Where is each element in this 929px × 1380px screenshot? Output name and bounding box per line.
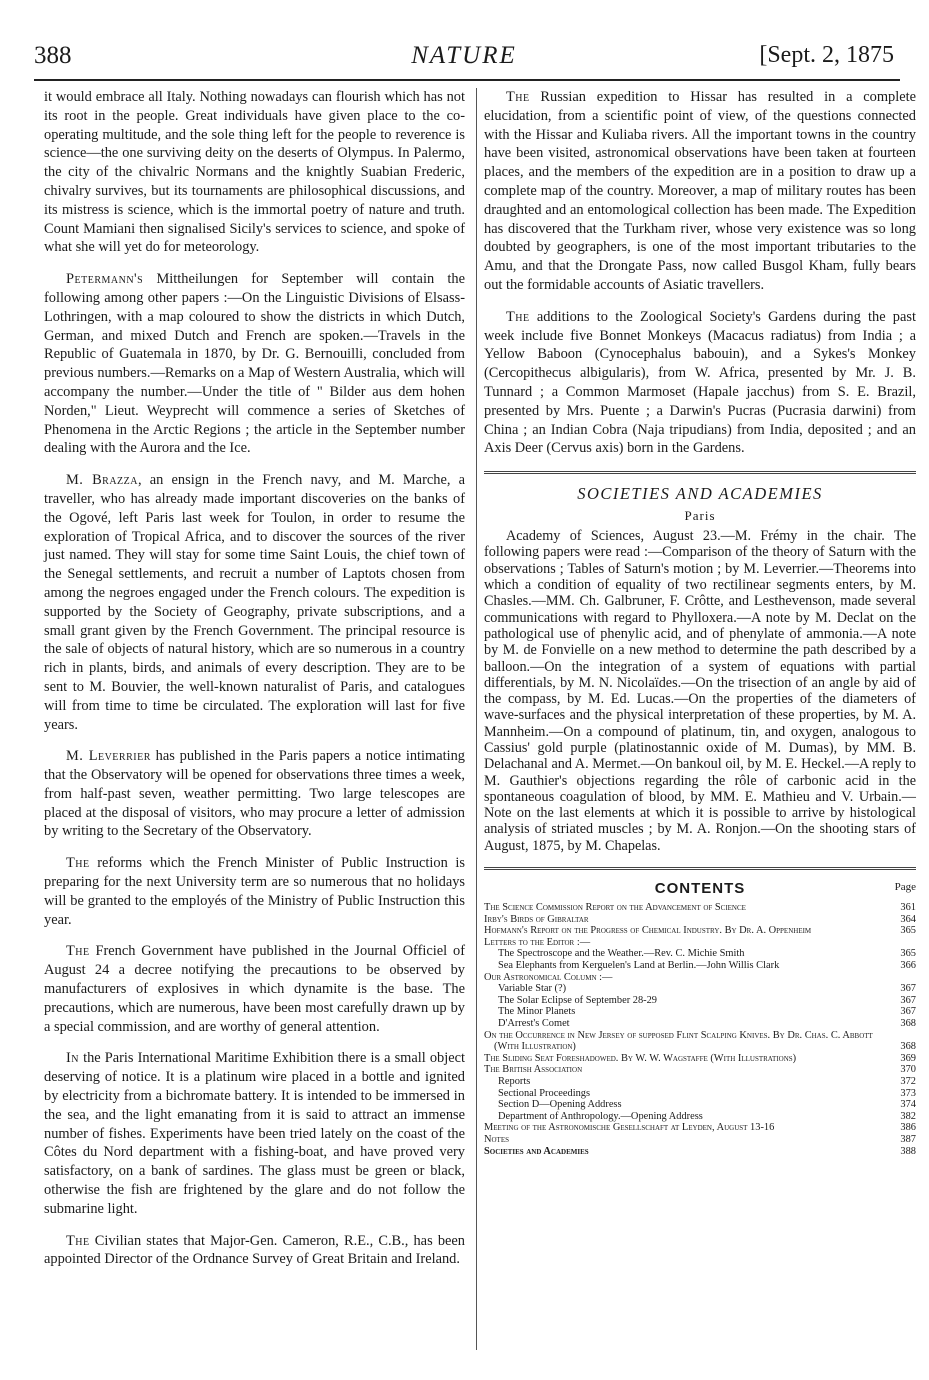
contents-item	[484, 1030, 916, 1053]
column-rule	[476, 88, 477, 1350]
contents-item	[484, 1134, 916, 1146]
paragraph	[44, 471, 465, 734]
contents-item-page: 361	[900, 902, 916, 914]
paragraph-text: reforms which the French Minister of Public Instruction is preparing for the next University term are so numerous that no holidays will be granted to the employés of the Ministry of Public Instruction this year.	[44, 855, 465, 928]
paragraph	[44, 1049, 465, 1218]
contents-item-title: The Minor Planets	[498, 1006, 576, 1018]
paragraph-lead: The	[506, 89, 530, 105]
contents-item-page: 367	[900, 994, 916, 1006]
page-header	[34, 42, 894, 76]
contents-item-page: 388	[900, 1145, 916, 1157]
contents-item-title: Variable Star (?)	[498, 983, 567, 995]
contents-item-title: The British Association	[484, 1064, 583, 1076]
contents-item	[484, 902, 916, 914]
contents-item-title: Our Astronomical Column :—	[484, 971, 613, 983]
contents-item-page: 368	[900, 1041, 916, 1053]
contents-list	[484, 902, 916, 1157]
paragraph	[44, 88, 465, 257]
contents-item	[484, 960, 916, 972]
contents-item-page: 367	[900, 983, 916, 995]
contents-item	[484, 1099, 916, 1111]
contents-item-title: The Spectroscope and the Weather.—Rev. C. Michie Smith	[498, 948, 745, 960]
contents-item-page: 365	[900, 925, 916, 937]
contents-item	[484, 1146, 916, 1158]
contents-item-page: 382	[900, 1110, 916, 1122]
societies-title: SOCIETIES AND ACADEMIES	[577, 484, 823, 504]
paragraph-lead: The	[66, 943, 90, 960]
contents-item	[484, 1053, 916, 1065]
contents-item-title: Department of Anthropology.—Opening Address	[498, 1110, 703, 1122]
paragraph-lead: M. Brazza	[66, 472, 138, 489]
societies-city: Paris	[684, 508, 716, 524]
right-column	[484, 88, 916, 1157]
section-divider	[484, 471, 916, 474]
paragraph	[484, 88, 916, 295]
paragraph-lead: The	[66, 1232, 90, 1249]
paragraph-lead: Petermann's	[66, 271, 144, 288]
contents-item-title: On the Occurrence in New Jersey of supposed Flint Scalping Knives. By Dr. Chas. C. Abbott (With Illustration)	[484, 1029, 873, 1053]
contents-item	[484, 1076, 916, 1088]
contents-item	[484, 1111, 916, 1123]
contents-item-page: 367	[900, 1006, 916, 1018]
contents-item-page: 366	[900, 960, 916, 972]
contents-header	[484, 880, 916, 900]
contents-item	[484, 995, 916, 1007]
paragraph-text: additions to the Zoological Society's Gardens during the past week include five Bonnet Monkeys (Macacus radiatus) from India ; a Yellow Baboon (Cynocephalus babouin), and a Sykes's Monkey (Cercopithecus albigularis), from W. Africa, presented by Mr. J. B. Tunnard ; a Common Marmoset (Hapale jacchus) from S. E. Brazil, presented by Mrs. Puente ; a Darwin's Pucras (Pucrasia darwini) from China ; an Indian Cobra (Naja tripudians) from India, deposited ; and an Axis Deer (Cervus axis) born in the Gardens.	[484, 308, 916, 457]
contents-item-title: Irby's Birds of Gibraltar	[484, 913, 589, 925]
contents-item-page: 387	[900, 1133, 916, 1145]
paragraph-text: it would embrace all Italy. Nothing nowadays can flourish which has not its root in the people. Great individuals have given place to the co-operating multitude, and the sole thing left for the people to reverence is science—the one surviving deity on the deserts of Olympus. In Palermo, the city of the chivalric Normans and the knightly Suabian Frederic, chivalry survives, but its tournaments are philosophical discussions, and its mistress is science, which is the immortal poetry of nature and truth. Count Mamiani then signalised Sicily's services to science, and spoke of what she will yet do for meteorology.	[44, 89, 465, 256]
contents-item-title: Section D—Opening Address	[498, 1099, 622, 1111]
contents-item	[484, 1018, 916, 1030]
contents-item-page: 370	[900, 1064, 916, 1076]
contents-title: CONTENTS	[654, 880, 746, 898]
paragraph-text: Mittheilungen for September will contain the following among other papers :—On the Linguistic Divisions of Elsass-Lothringen, with a map coloured to show the districts in which Dutch, German, and mixed Dutch and French are spoken.—Travels in the Republic of Guatemala in 1870, by Dr. G. Bernouilli, concluded from previous numbers.—Remarks on a Map of Western Australia, which will accompany the number.—Under the title of " Bilder aus dem hohen Norden," Lieut. Weyprecht will commence a series of Sketches of Phenomena in the Arctic Regions ; the article in the September number dealing with the Aurora and the Ice.	[44, 271, 465, 457]
paragraph-text: French Government have published in the Journal Officiel of August 24 a decree notifying the precautions to be observed by manufacturers of explosives in which dynamite is the base. The precautions, which are numerous, have been most carefully drawn up by a special commission, and are worthy of general attention.	[44, 943, 465, 1035]
contents-item	[484, 972, 916, 984]
contents-item-title: Societies and Academies	[484, 1145, 589, 1157]
contents-item-title: Sea Elephants from Kerguelen's Land at Berlin.—John Willis Clark	[498, 960, 780, 972]
contents-item	[484, 983, 916, 995]
page-number: 388	[34, 42, 72, 69]
contents-divider	[484, 867, 916, 870]
contents-item	[484, 1122, 916, 1134]
contents-item	[484, 948, 916, 960]
contents-item-page: 365	[900, 948, 916, 960]
contents-item-title: D'Arrest's Comet	[498, 1018, 570, 1030]
masthead: NATURE	[411, 42, 517, 69]
contents-item	[484, 914, 916, 926]
contents-item	[484, 1088, 916, 1100]
contents-item-title: Reports	[498, 1075, 531, 1087]
societies-text: Academy of Sciences, August 23.—M. Frémy in the chair. The following papers were read :—Comparison of the theory of Saturn with the observations ; Tables of Saturn's motion ; by M. Leverrier.—Theorems into which a condition of equality of two rectilinear segments enters, by M. Chasles.—MM. Ch. Galbruner, F. Crôtte, and Lesthevenson, made several communications with regard to Phylloxera.—A note by M. Declat on the pathological use of phenylic acid, and of phenylate of ammonia.—A note by M. de Fonvielle on a new method to determine the path described by a balloon.—On the integration of a system of equations with partial differentials, by M. N. Nicolaïdes.—On the trisection of an angle by aid of the compass, by M. Ed. Lucas.—On the properties of the diameters of wave-surfaces and the physical interpretation of these properties, by M. A. Mannheim.—On a compound of platinum, tin, and oxygen, analogous to Cassius' gold purple (platinostannic oxide of M. Dumas), by MM. B. Delachanal and A. Mermet.—On bankoul oil, by M. E. Heckel.—A reply to M. Gauthier's objections regarding the rôle of carbonic acid in the spontaneous coagulation of blood, by MM. E. Mathieu and V. Urbain.—Note on the last elements at which it is possible to arrive by histological analysis of striated muscles ; by M. A. Ronjon.—On the shooting stars of August, 1875, by M. Chapelas.	[484, 528, 916, 854]
contents-item	[484, 1064, 916, 1076]
paragraph-text: Civilian states that Major-Gen. Cameron, R.E., C.B., has been appointed Director of the Ordnance Survey of Great Britain and Ireland.	[44, 1232, 465, 1268]
paragraph-lead: In	[66, 1050, 80, 1067]
paragraph	[44, 747, 465, 841]
contents-item-page: 386	[900, 1122, 916, 1134]
paragraph	[44, 942, 465, 1036]
right-paragraphs	[484, 88, 916, 458]
paragraph-lead: The	[506, 308, 530, 325]
contents-item-title: Notes	[484, 1133, 510, 1145]
paragraph-text: the Paris International Maritime Exhibition there is a small object deserving of notice. It is a platinum wire placed in a bottle and ignited by electricity from a bichromate battery. It is intended to be immersed in the sea, and the light emanating from it is said to attract an immense number of fishes. Experiments have been tried lately on the coast of the Côtes du Nord department with a fishing-boat, and have proved very satisfactory, on a bank of sardines. The glass must be green or black, otherwise the fish are frightened by the glare and do not follow the submarine light.	[44, 1050, 465, 1217]
paragraph-lead: The	[66, 855, 90, 872]
contents-page-label: Page	[894, 881, 916, 894]
contents-item-page: 368	[900, 1018, 916, 1030]
issue-date: [Sept. 2, 1875	[759, 42, 894, 68]
paragraph-text: , an ensign in the French navy, and M. Marche, a traveller, who has already made important discoveries on the banks of the Ogové, left Paris last week for Toulon, in order to resume the exploration of Tropical Africa, and to discover the sources of the river just named. They will stay for some time Saint Louis, the chief town of the Senegal settlements, and recruit a number of Laptots chosen from among the negroes engaged under the French colours. The expedition is supported by the Society of Geography, private subscriptions, and a small grant given by the French Government. The principal resource is the sale of objects of natural history, which are so numerous in a country rich in plants, birds, and animals of every description. They are to be sent to M. Bouvier, the well-known naturalist of Paris, and catalogues will from time to time be circulated. The exploration will last for five years.	[44, 472, 465, 733]
paragraph	[484, 308, 916, 458]
contents-item-title: Sectional Proceedings	[498, 1087, 591, 1099]
paragraph	[44, 270, 465, 458]
contents-item-title: Letters to the Editor :—	[484, 936, 591, 948]
contents-item	[484, 937, 916, 949]
contents-item-title: The Sliding Seat Foreshadowed. By W. W. Wagstaffe (With Illustrations)	[484, 1052, 797, 1064]
contents-item-title: The Solar Eclipse of September 28-29	[498, 994, 657, 1006]
contents-item-page: 374	[900, 1099, 916, 1111]
paragraph-text: has published in the Paris papers a notice intimating that the Observatory will be opened for observations three times a week, from half-past seven, weather permitting. Two large telescopes are placed at the disposal of visitors, who may procure a letter of admission by writing to the Secretary of the Observatory.	[44, 748, 466, 840]
contents-item-title: Hofmann's Report on the Progress of Chemical Industry. By Dr. A. Oppenheim	[484, 925, 812, 937]
header-rule	[34, 79, 900, 81]
contents-item	[484, 1006, 916, 1018]
contents-item-page: 372	[900, 1075, 916, 1087]
contents-item-page: 373	[900, 1087, 916, 1099]
left-column	[44, 88, 465, 1282]
contents-item-title: The Science Commission Report on the Advancement of Science	[484, 902, 746, 914]
contents-item-page: 364	[900, 913, 916, 925]
paragraph	[44, 1232, 465, 1270]
paragraph-lead: M. Leverrier	[66, 748, 151, 765]
paragraph-text: Russian expedition to Hissar has resulted in a complete elucidation, from a scientific point of view, of the questions connected with the Hissar and Kuliaba rivers. All the important towns in the country have been visited, astronomical observations have been taken at fourteen places, and the members of the expedition are in a position to draw up a complete map of the country. Moreover, a map of military routes has been draughted and an entomological collection has been made. The Expedition has discovered that the Turkham river, whose very existence was so long doubted by geographers, is one of the most important tributaries to the Amu, and that the Drongate Pass, now called Busgol Kham, fully bears out the formidable accounts of Asiatic travellers.	[484, 89, 916, 293]
contents-item	[484, 925, 916, 937]
contents-item-title: Meeting of the Astronomische Gesellschaft at Leyden, August 13-16	[484, 1122, 775, 1134]
paragraph	[44, 854, 465, 929]
contents-item-page: 369	[900, 1052, 916, 1064]
